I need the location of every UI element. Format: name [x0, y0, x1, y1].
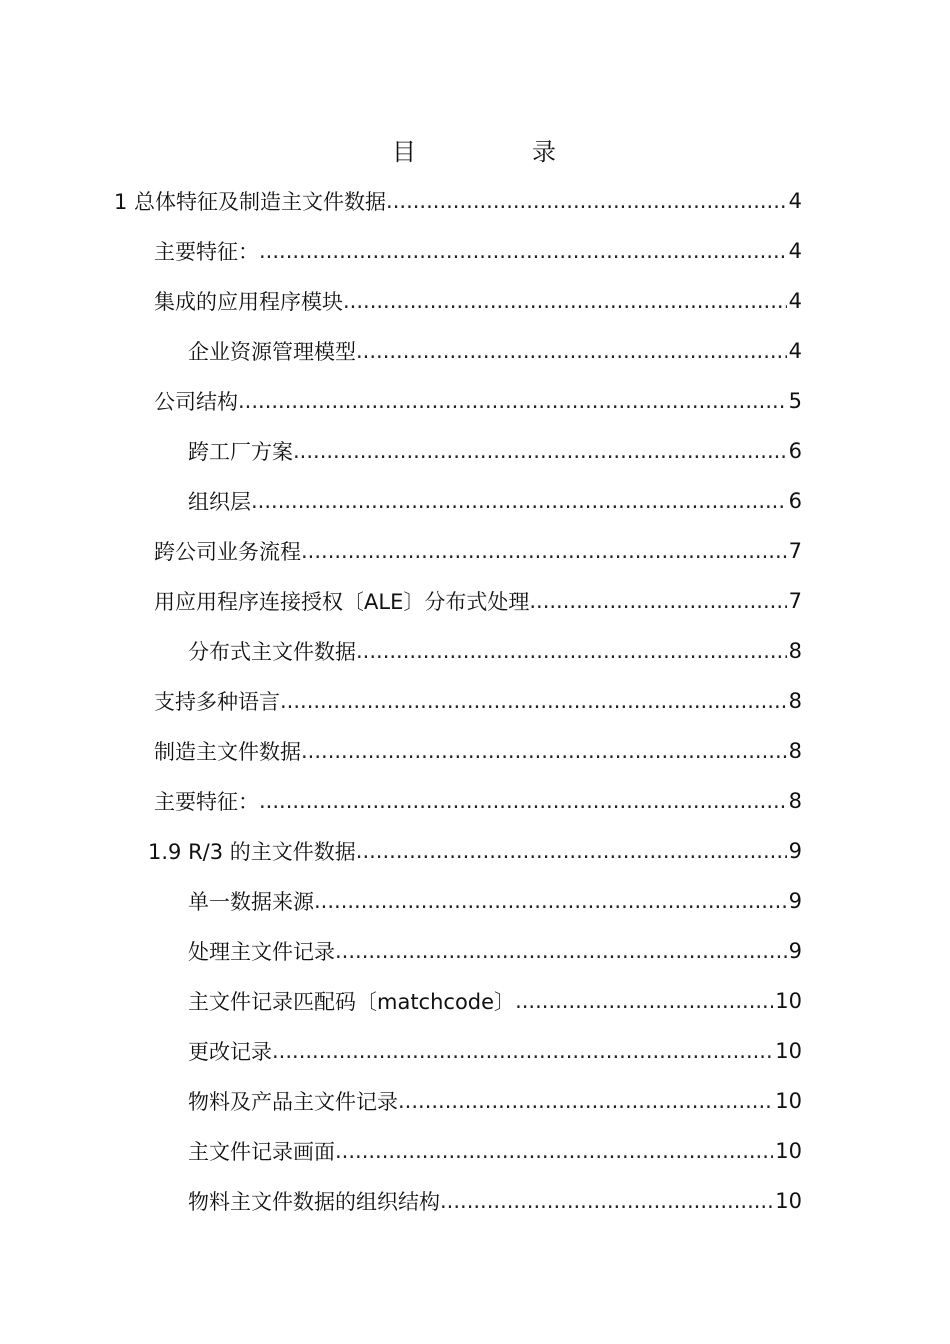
toc-leader-dots — [356, 839, 787, 863]
toc-leader-dots — [301, 739, 787, 763]
toc-leader-dots — [238, 389, 787, 413]
toc-entry-page: 10 — [775, 1189, 802, 1213]
toc-leader-dots — [440, 1189, 773, 1213]
toc-entry-page: 9 — [788, 889, 802, 913]
toc-entry-label: 支持多种语言 — [154, 690, 280, 714]
toc-leader-dots — [529, 589, 786, 613]
toc-entry-page: 6 — [788, 489, 802, 513]
toc-entry[interactable] — [188, 1176, 802, 1226]
toc-entry-label: 更改记录 — [188, 1040, 272, 1064]
toc-leader-dots — [301, 539, 787, 563]
toc-entry[interactable] — [114, 176, 802, 226]
toc-entry-page: 4 — [788, 289, 802, 313]
toc-entry-label: 1 总体特征及制造主文件数据 — [114, 190, 387, 214]
toc-entry-page: 7 — [788, 539, 802, 563]
toc-entry-label: 用应用程序连接授权〔ALE〕分布式处理 — [154, 590, 530, 614]
toc-entry[interactable] — [188, 926, 802, 976]
toc-entry-label: 物料及产品主文件记录 — [188, 1090, 398, 1114]
toc-leader-dots — [335, 1139, 773, 1163]
toc-leader-dots — [272, 1039, 773, 1063]
toc-leader-dots — [386, 189, 787, 213]
toc-leader-dots — [251, 489, 787, 513]
toc-entry[interactable] — [154, 726, 802, 776]
toc-entry-label: 主要特征： — [154, 790, 259, 814]
toc-entry-page: 8 — [788, 789, 802, 813]
toc-entry-page: 8 — [788, 739, 802, 763]
toc-entry-label: 主要特征： — [154, 240, 259, 264]
toc-entry[interactable] — [188, 626, 802, 676]
toc-entry[interactable] — [154, 676, 802, 726]
toc-leader-dots — [259, 789, 787, 813]
toc-entry-page: 4 — [788, 339, 802, 363]
toc-entry-page: 6 — [788, 439, 802, 463]
toc-leader-dots — [343, 289, 787, 313]
toc-title — [0, 132, 950, 172]
toc-title-char-1: 目 — [392, 138, 416, 166]
toc-entry-label: 跨公司业务流程 — [154, 540, 301, 564]
toc-entry[interactable] — [148, 826, 802, 876]
toc-entry-page: 10 — [775, 1039, 802, 1063]
toc-leader-dots — [259, 239, 787, 263]
toc-entry-page: 5 — [788, 389, 802, 413]
toc-entry-page: 7 — [788, 589, 802, 613]
toc-entry[interactable] — [188, 1026, 802, 1076]
toc-entry-page: 10 — [775, 1139, 802, 1163]
toc-entry-label: 制造主文件数据 — [154, 740, 301, 764]
toc-entry-label: 组织层 — [188, 490, 251, 514]
toc-leader-dots — [515, 989, 773, 1013]
toc-entry-label: 单一数据来源 — [188, 890, 314, 914]
toc-entry-label: 1.9 R/3 的主文件数据 — [148, 840, 356, 864]
toc-entry[interactable] — [154, 526, 802, 576]
toc-leader-dots — [335, 939, 787, 963]
toc-entry[interactable] — [188, 1126, 802, 1176]
toc-leader-dots — [280, 689, 787, 713]
toc-entry[interactable] — [188, 476, 802, 526]
toc-entry-page: 9 — [788, 839, 802, 863]
toc-entry-page: 4 — [788, 239, 802, 263]
toc-entry-page: 10 — [775, 989, 802, 1013]
toc-title-char-2: 录 — [532, 138, 556, 166]
toc-entry-page: 8 — [788, 689, 802, 713]
toc-entry[interactable] — [154, 776, 802, 826]
toc-leader-dots — [314, 889, 787, 913]
toc-entry-label: 企业资源管理模型 — [188, 340, 356, 364]
toc-entry-label: 处理主文件记录 — [188, 940, 335, 964]
toc-leader-dots — [356, 339, 787, 363]
toc-entry[interactable] — [154, 576, 802, 626]
toc-entry-label: 分布式主文件数据 — [188, 640, 356, 664]
toc-entry-page: 4 — [788, 189, 802, 213]
toc-entry-page: 8 — [788, 639, 802, 663]
toc-leader-dots — [293, 439, 787, 463]
toc-leader-dots — [398, 1089, 773, 1113]
toc-entry-label: 主文件记录画面 — [188, 1140, 335, 1164]
toc-entry[interactable] — [188, 976, 802, 1026]
toc-entry-page: 10 — [775, 1089, 802, 1113]
toc-entry[interactable] — [154, 376, 802, 426]
toc-entry[interactable] — [188, 426, 802, 476]
toc-entry-label: 物料主文件数据的组织结构 — [188, 1190, 440, 1214]
toc-entry-label: 主文件记录匹配码〔matchcode〕 — [188, 990, 516, 1014]
toc-entry-label: 集成的应用程序模块 — [154, 290, 343, 314]
toc-entry[interactable] — [188, 876, 802, 926]
toc-entry-label: 跨工厂方案 — [188, 440, 293, 464]
toc-entry[interactable] — [188, 326, 802, 376]
toc-entry[interactable] — [154, 276, 802, 326]
toc-leader-dots — [356, 639, 787, 663]
toc-entry[interactable] — [188, 1076, 802, 1126]
toc-entry-label: 公司结构 — [154, 390, 238, 414]
toc-entry-page: 9 — [788, 939, 802, 963]
toc-entry[interactable] — [154, 226, 802, 276]
